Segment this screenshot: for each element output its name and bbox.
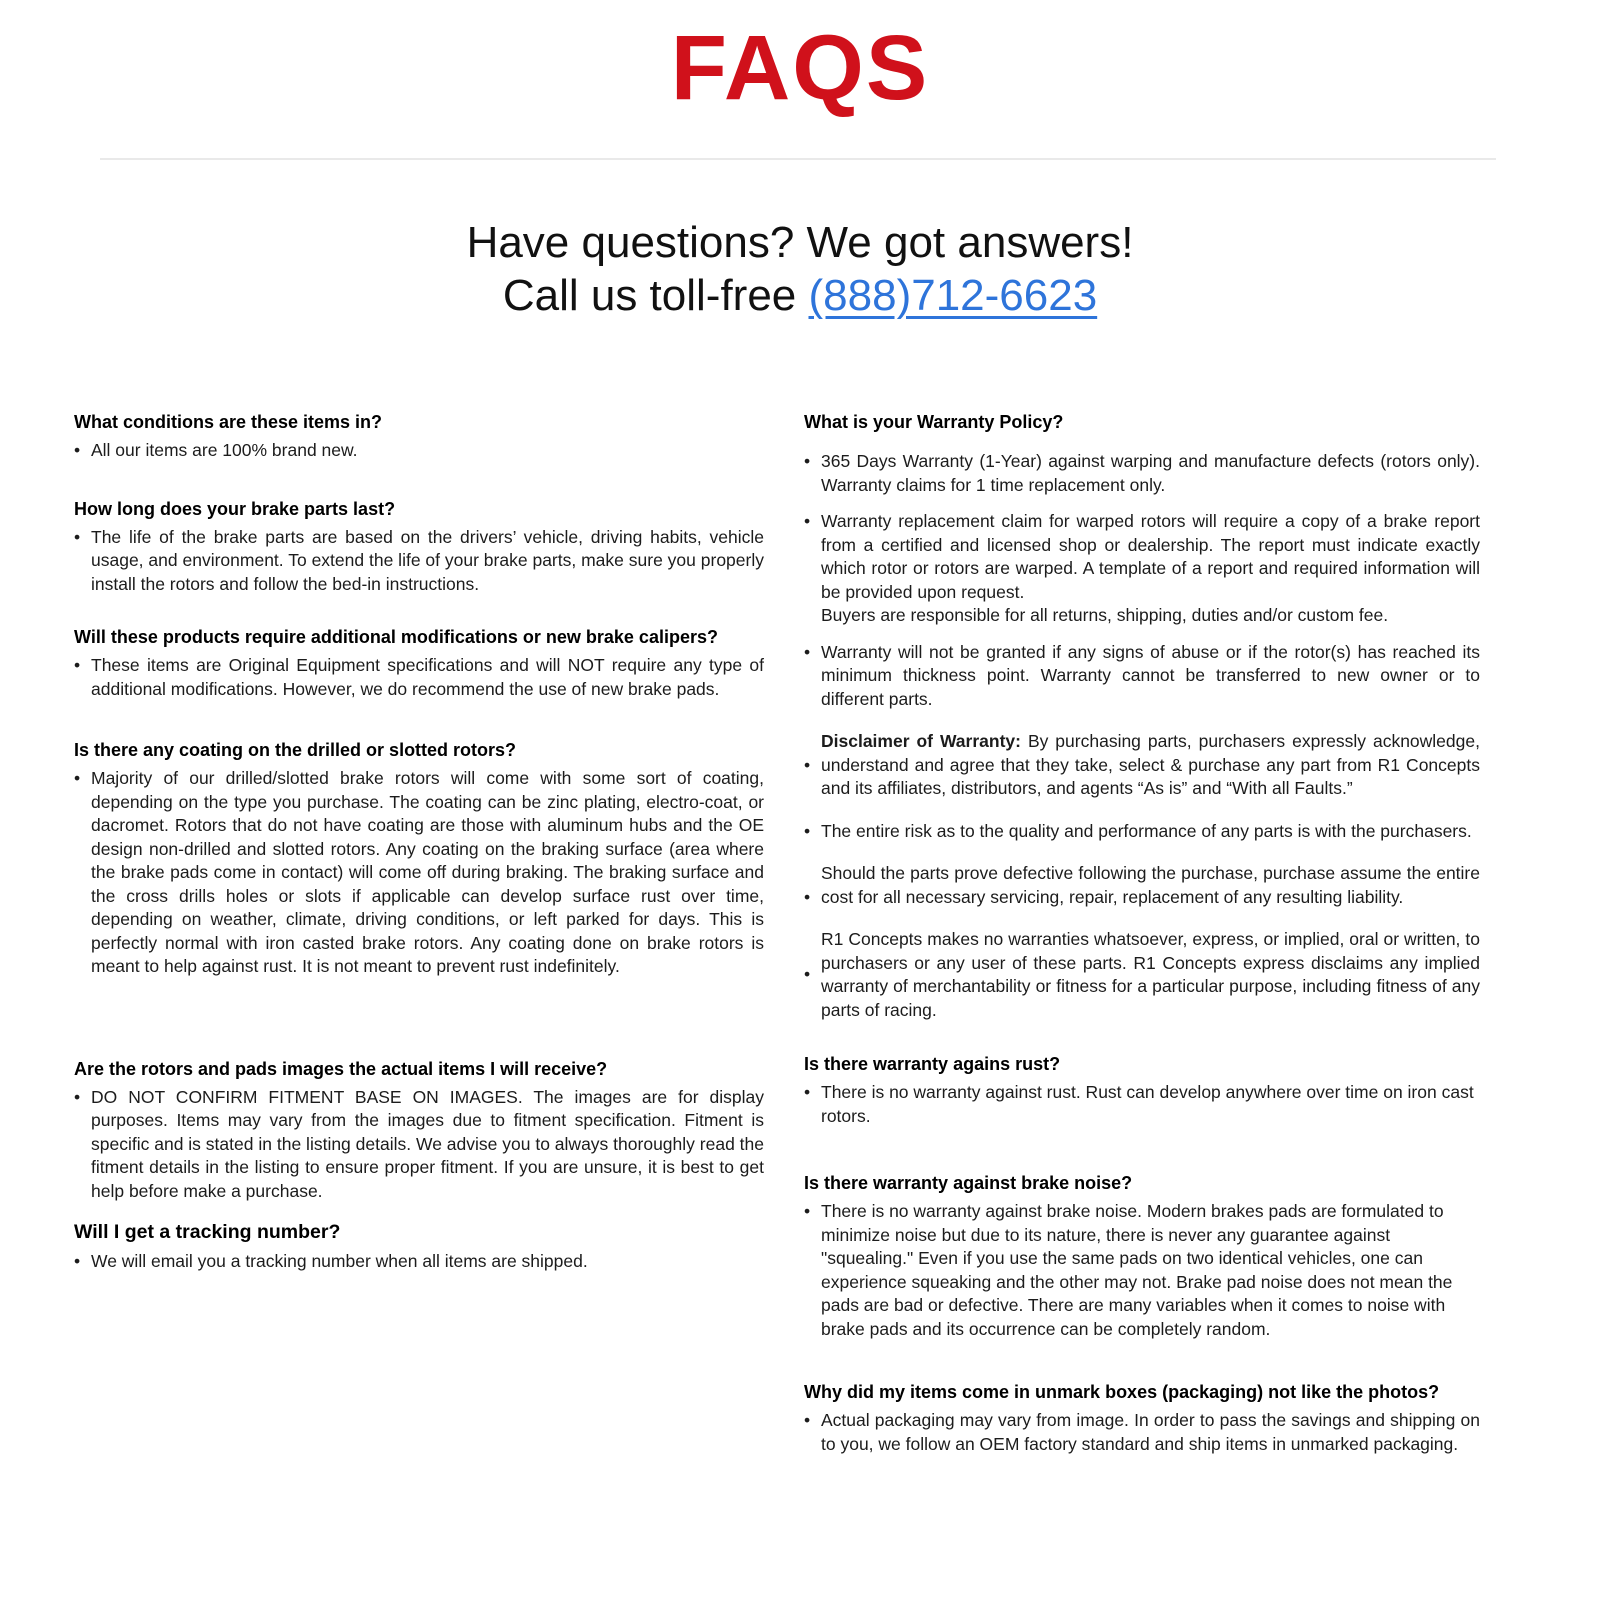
faq-question: What conditions are these items in? [74,412,383,432]
faq-answer-text: R1 Concepts makes no warranties whatsoever, express, or implied, oral or written, to purchasers or any user of these parts. R1 Concepts express disclaims any implied warranty of merchantability or fitness for a particular purpose, including fitness of any parts of racing. [821,929,1480,1020]
faq-section-conditions [74,410,764,463]
faq-question: Is there warranty agains rust? [804,1054,1061,1074]
faq-answer-text: All our items are 100% brand new. [91,440,358,460]
faq-answer-text: Actual packaging may vary from image. In order to pass the savings and shipping on to you, we follow an OEM factory standard and ship items in unmarked packaging. [821,1410,1480,1454]
faq-answer-text [821,730,1480,801]
faq-answer-item [804,1409,1480,1456]
faq-answer-item [804,820,1480,844]
faq-question: Will I get a tracking number? [74,1221,341,1243]
faq-answer-item [74,1250,764,1274]
faq-answer-item [74,654,764,701]
bullet-icon [74,1250,91,1274]
warranty-claim-text: Warranty replacement claim for warped rotors will require a copy of a brake report from a certified and licensed shop or dealership. The report must indicate exactly which rotor or rotors are warped. A template of a report and required information will be provided upon request. [821,511,1480,602]
faq-answer-text: We will email you a tracking number when all items are shipped. [91,1251,588,1271]
faq-right-column [804,410,1480,1456]
bullet-icon [74,654,91,678]
bullet-icon [804,963,821,987]
bullet-icon [804,510,821,534]
faq-section-tracking [74,1220,764,1274]
faq-answer-text [821,510,1480,628]
bullet-icon [74,767,91,791]
faq-answer-text: The entire risk as to the quality and performance of any parts is with the purchasers. [821,820,1472,841]
bullet-icon [804,886,821,910]
bullet-icon [804,450,821,474]
bullet-icon [804,820,821,844]
faq-question: Is there any coating on the drilled or slotted rotors? [74,740,517,760]
faq-answer-item [804,1200,1480,1341]
faq-section-parts-last [74,497,764,597]
faq-question: Will these products require additional modifications or new brake calipers? [74,627,718,647]
faq-section-modifications [74,625,764,701]
bullet-icon [804,754,821,778]
bullet-icon [804,641,821,665]
faq-answer-text: DO NOT CONFIRM FITMENT BASE ON IMAGES. The images are for display purposes. Items may vary from the images due to fitment specification. Fitment is specific and is stated in the listing details. We advise you to always thoroughly read the fitment details in the listing to ensure proper fitment. If you are unsure, it is best to get help before make a purchase. [91,1086,764,1201]
faq-answer-text: The life of the brake parts are based on the drivers’ vehicle, driving habits, vehicle usage, and environment. To extend the life of your brake parts, make sure you properly install the rotors and follow the bed-in instructions. [91,526,764,594]
faq-question: Why did my items come in unmark boxes (packaging) not like the photos? [804,1382,1440,1402]
faq-question: How long does your brake parts last? [74,498,396,519]
bullet-icon [804,1200,821,1224]
faq-answer-item [804,1081,1480,1128]
faq-columns [0,410,1600,1456]
bullet-icon [74,439,91,463]
faq-answer-item [804,862,1480,909]
faq-question: Is there warranty against brake noise? [804,1173,1133,1193]
faq-answer-item [804,510,1480,628]
header-divider [100,158,1496,160]
subtitle-call-text: Call us toll-free [502,271,809,320]
faq-section-brake-noise [804,1171,1480,1341]
faq-section-actual-images [74,1057,764,1204]
faq-answer-text: 365 Days Warranty (1-Year) against warping and manufacture defects (rotors only). Warranty claims for 1 time replacement only. [821,451,1480,495]
bullet-icon [74,526,91,550]
faq-answer-text: These items are Original Equipment specifications and will NOT require any type of additional modifications. However, we do recommend the use of new brake pads. [91,655,764,699]
phone-link[interactable]: (888)712-6623 [808,271,1098,320]
disclaimer-text: By purchasing parts, purchasers expressly acknowledge, understand and agree that they take, select & purchase any part from R1 Concepts and its affiliates, distributors, and agents “As is” and “With all Faults.” [821,731,1480,798]
faq-section-coating [74,738,764,979]
disclaimer-label: Disclaimer of Warranty: [821,731,1021,751]
bullet-icon [804,1409,821,1433]
faq-answer-text: There is no warranty against rust. Rust can develop anywhere over time on iron cast rotors. [821,1082,1474,1126]
faq-answer-text: Should the parts prove defective following the purchase, purchase assume the entire cost for all necessary servicing, repair, replacement of any resulting liability. [821,863,1480,907]
faq-answer-item [74,526,764,597]
faq-answer-item [74,439,764,463]
faq-section-packaging [804,1380,1480,1456]
warranty-claim-note: Buyers are responsible for all returns, shipping, duties and/or custom fee. [821,605,1389,625]
faq-answer-text: Warranty will not be granted if any signs of abuse or if the rotor(s) has reached its minimum thickness point. Warranty cannot be transferred to new owner or to different parts. [821,641,1480,709]
subtitle [0,216,1600,322]
page-title: FAQS [670,17,930,119]
faq-question: What is your Warranty Policy? [804,412,1064,432]
faq-left-column [74,410,764,1456]
faq-answer-item [804,928,1480,1022]
faq-answer-item [74,1086,764,1204]
bullet-icon [74,1086,91,1110]
faq-answer-item [804,450,1480,497]
faq-answer-text: There is no warranty against brake noise. Modern brakes pads are formulated to minimize noise but due to its nature, there is never any guarantee against "squealing." Even if you use the same pads on two identical vehicles, one can experience squeaking and the other may not. Brake pad noise does not mean the pads are bad or defective. There are many variables when it comes to noise with brake pads and its occurrence can be completely random. [821,1201,1453,1339]
faq-answer-item [804,641,1480,712]
subtitle-line2 [0,269,1600,322]
faq-answer-text: Majority of our drilled/slotted brake rotors will come with some sort of coating, depending on the type you purchase. The coating can be zinc plating, electro-coat, or dacromet. Rotors that do not have coating are those with aluminum hubs and the OE design non-drilled and slotted rotors. Any coating on the braking surface (area where the brake pads come in contact) will come off during braking. The braking surface and the cross drills holes or slots if applicable can develop surface rust over time, depending on weather, climate, driving conditions, or left parked for days. This is perfectly normal with iron casted brake rotors. Any coating done on brake rotors is meant to help against rust. It is not meant to prevent rust indefinitely. [91,768,764,976]
faq-answer-item [804,730,1480,801]
bullet-icon [804,1081,821,1105]
subtitle-line1: Have questions? We got answers! [466,218,1134,267]
faq-question: Are the rotors and pads images the actual items I will receive? [74,1058,608,1079]
faq-section-warranty-policy [804,410,1480,1022]
faq-answer-item [74,767,764,979]
faq-section-rust [804,1052,1480,1128]
